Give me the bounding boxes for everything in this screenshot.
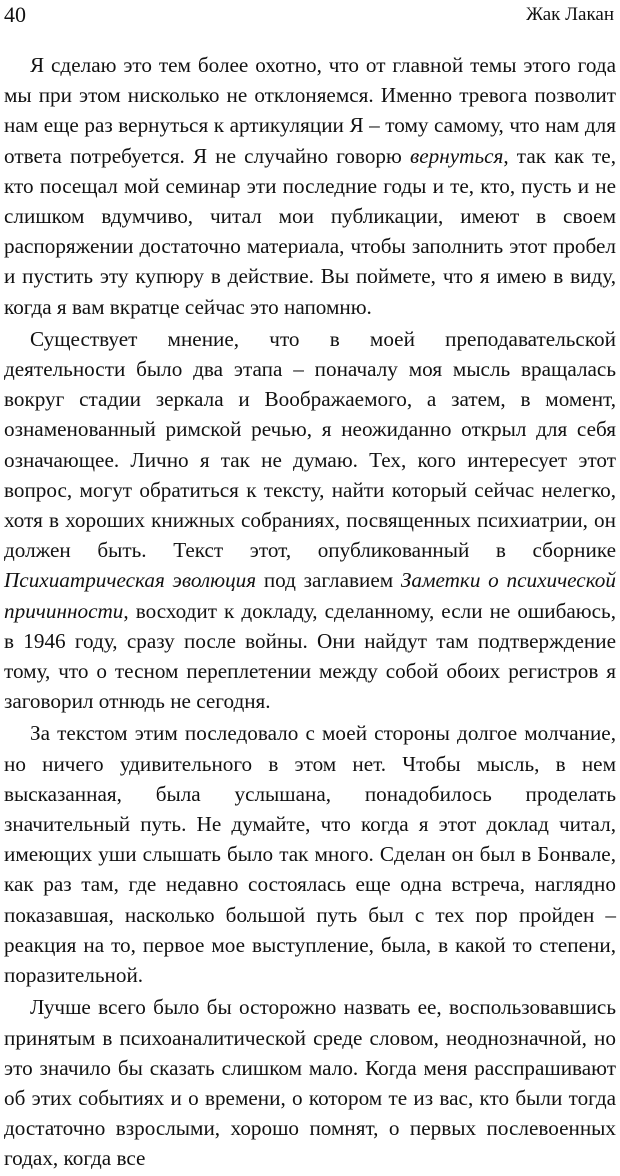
text-segment: под заглавием — [256, 568, 401, 593]
text-segment: За текстом этим последовало с моей стороны долгое молчание, но ничего удивительного в этом нет. Чтобы мысль, в нем высказанная, была услышана, понадобилось проделать значительный путь. Не думайте, что когда я этот доклад читал, имеющих уши слышать было так много. Сделан он был в Бонвале, как раз там, где недавно состоялась еще одна встреча, наглядно показавшая, насколько большой путь был с тех пор пройден – реакция на то, первое мое выступление, была, в какой то степени, поразительной. — [4, 721, 616, 988]
running-head: Жак Лакан — [526, 4, 614, 25]
text-segment: Лучше всего было бы осторожно назвать ее, воспользовавшись принятым в психоаналитической среде словом, неоднозначной, но это значило бы сказать слишком мало. Когда меня расспрашивают об этих событиях и о времени, о котором те из вас, кто были тогда достаточно взрослыми, хорошо помнят, о первых послевоенных годах, когда все — [4, 995, 616, 1171]
italic-term: вернуться — [410, 143, 504, 168]
page-header — [0, 0, 620, 36]
text-segment: , восходит к докладу, сделанному, если не ошибаюсь, в 1946 году, сразу после войны. Они найдут там подтверждение тому, что о тесном переплетении между собой обоих регистров я заговорил отнюдь не сегодня. — [4, 598, 616, 714]
text-segment: Существует мнение, что в моей преподавательской деятельности было два этапа – поначалу моя мысль вращалась вокруг стадии зеркала и Воображаемого, а затем, в момент, ознаменованный римской речью, я неожиданно открыл для себя означающее. Лично я так не думаю. Тех, кого интересует этот вопрос, могут обратиться к тексту, найти который сейчас нелегко, хотя в хороших книжных собраниях, посвященных психиатрии, он должен быть. Текст этот, опубликованный в сборнике — [4, 326, 616, 563]
paragraph-3 — [4, 718, 616, 990]
text-segment: , так как те, кто посещал мой семинар эти последние годы и те, кто, пусть и не слишком вдумчиво, читал мои публикации, имеют в своем распоряжении достаточно материала, чтобы заполнить этот пробел и пустить эту купюру в действие. Вы поймете, что я имею в виду, когда я вам вкратце сейчас это напомню. — [4, 143, 616, 319]
body-text — [4, 50, 616, 1176]
paragraph-4 — [4, 992, 616, 1173]
italic-title: Психиатрическая эволюция — [4, 568, 257, 593]
paragraph-2 — [4, 324, 616, 717]
paragraph-1 — [4, 50, 616, 322]
italic-title: Заметки о психической причинности — [4, 568, 616, 623]
text-segment: Я сделаю это тем более охотно, что от главной темы этого года мы при этом нисколько не отклоняемся. Именно тревога позволит нам еще раз вернуться к артикуляции Я – тому самому, что нам для ответа потребуется. Я не случайно говорю — [4, 53, 616, 168]
page-number: 40 — [4, 2, 26, 27]
